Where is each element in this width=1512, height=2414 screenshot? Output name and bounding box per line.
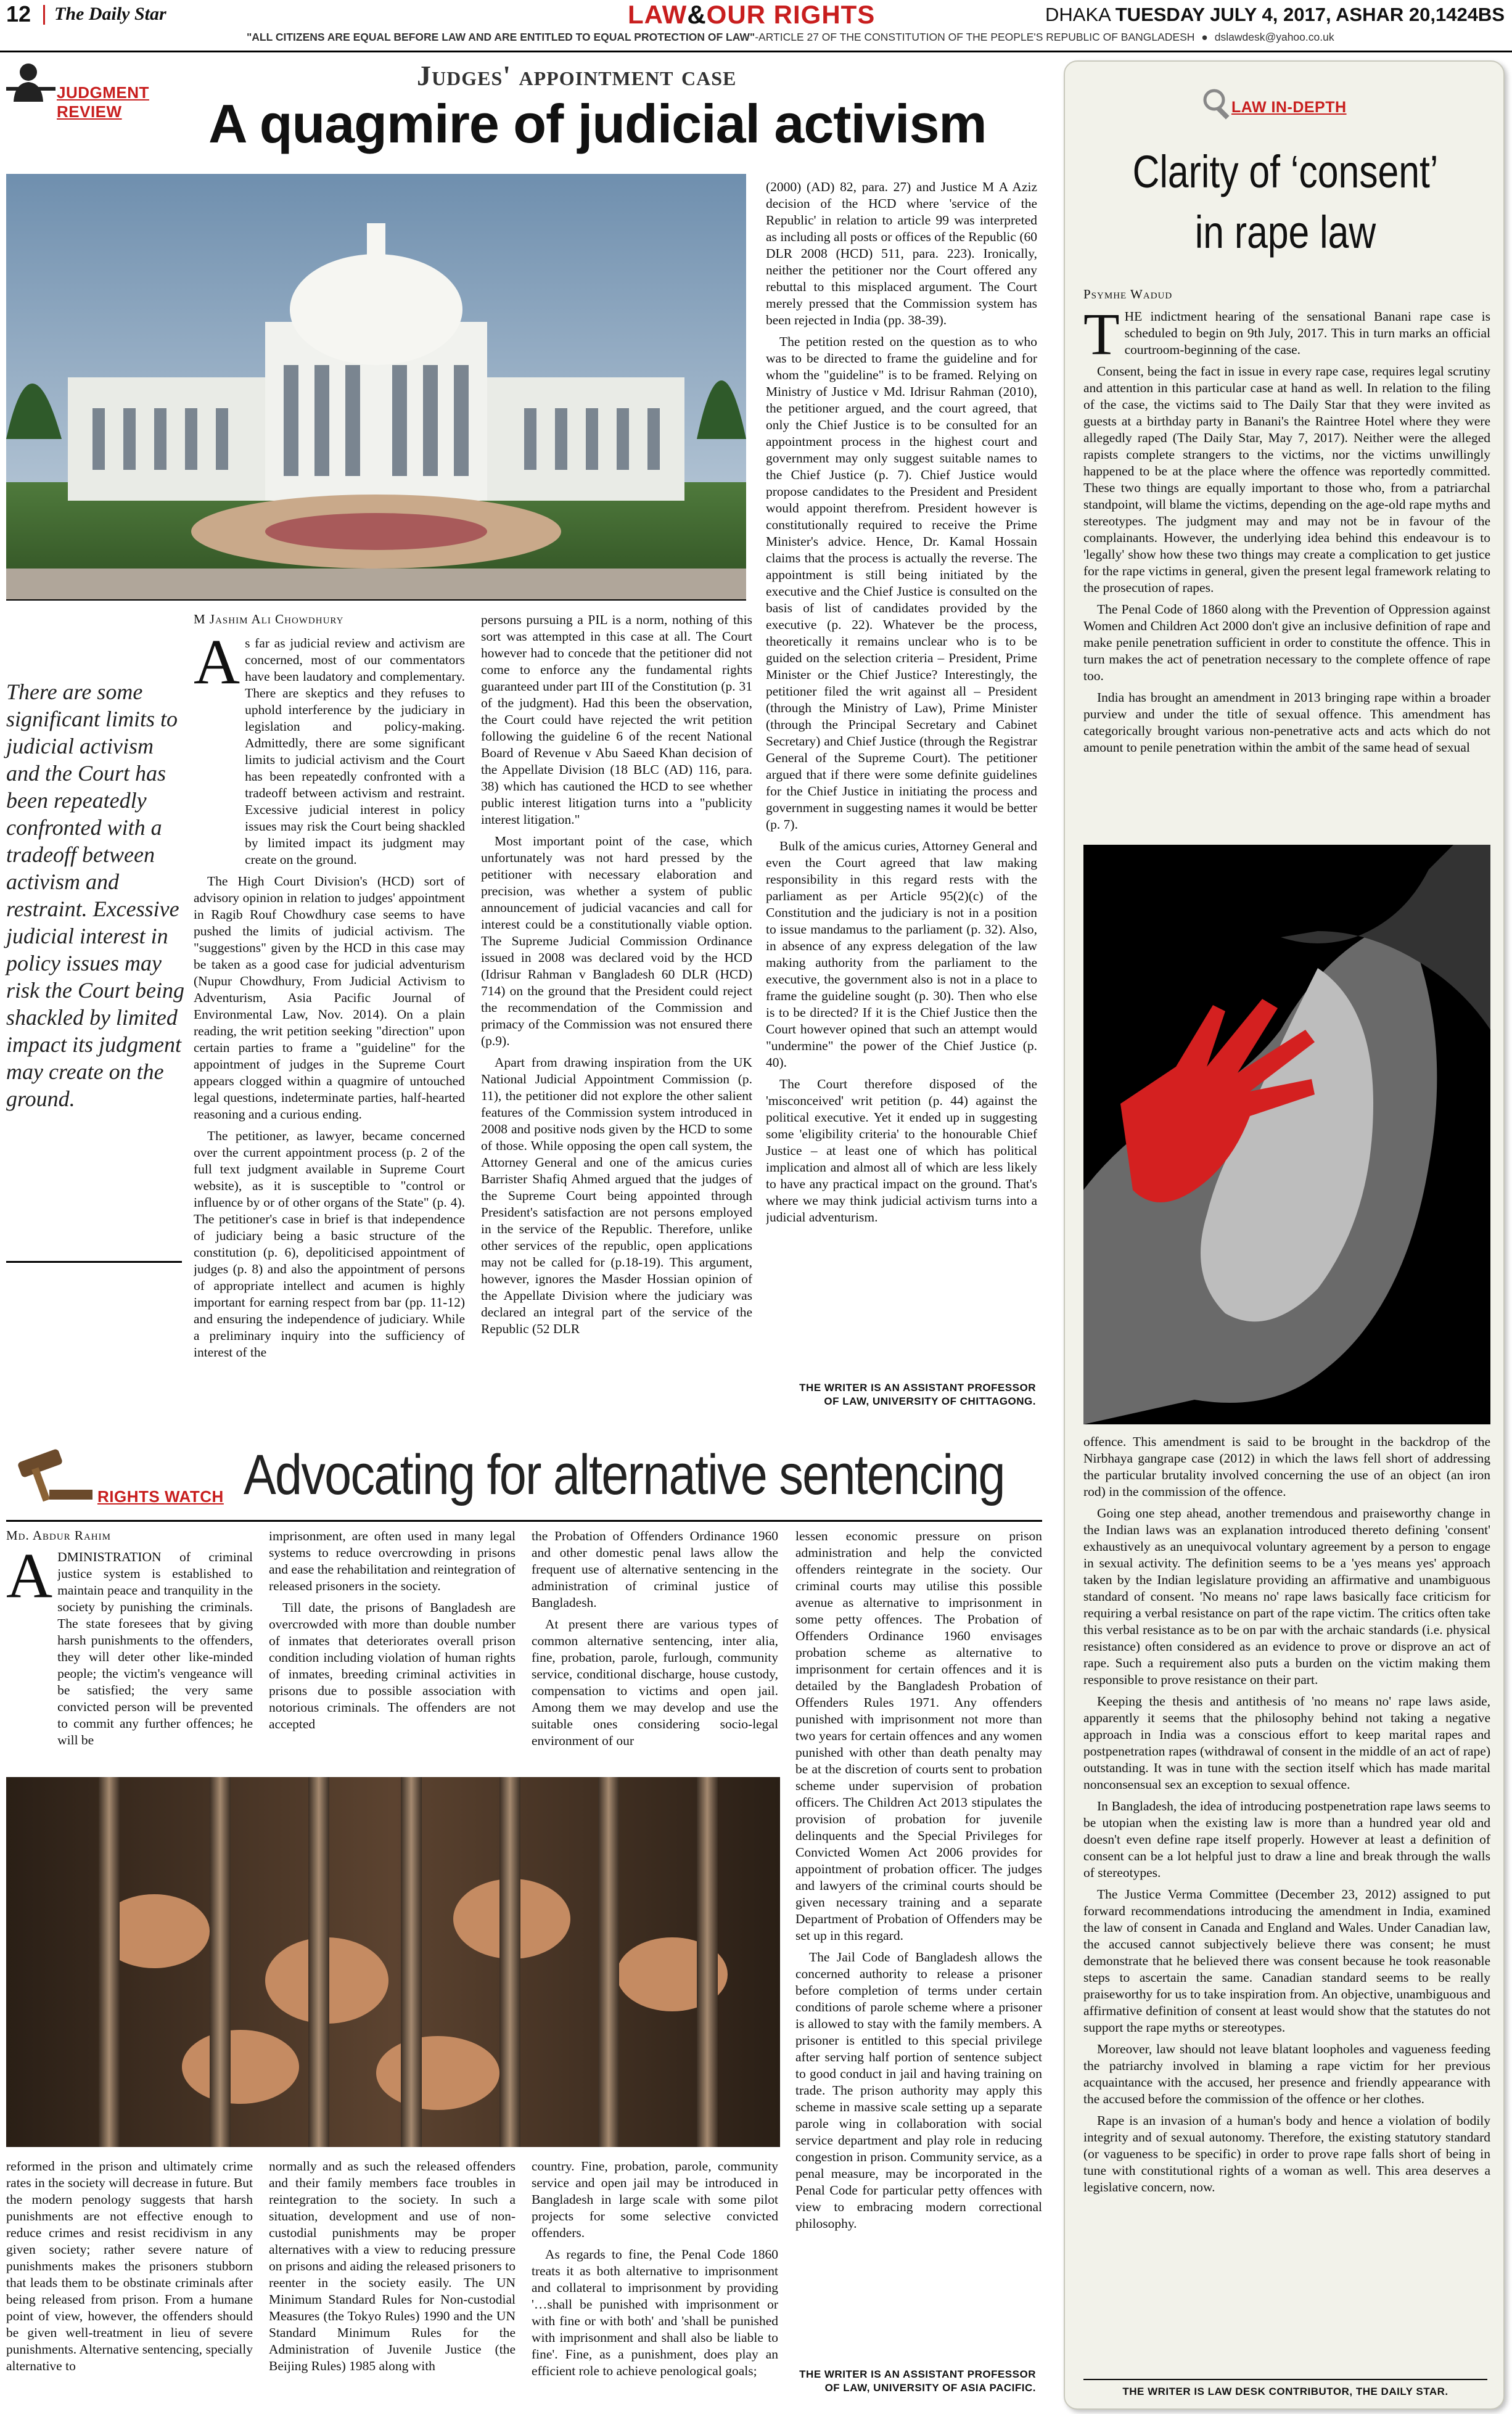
paragraph: Going one step ahead, another tremendous and praiseworthy change in the Indian laws was an explanation introduced thereto defining 'consent' exhaustively as an unequivocal voluntary agreement by a person to engage in sexual activity. The definition seems to be a 'yes means yes' approach taken by the Indian legislature providing an affirmative and unambiguous standard of consent. 'No means no' rape laws basically face criticism for requiring a verbal resistance on part of the rape victim. The critics often take this verbal resistance as to be on par with the archaic standards (i.e. physical resistance) often considered as an evidence to prove or disprove an act of rape. Such a requirement also puts a burden on the victim making them responsible to prove resistance on their part.	[1083, 1506, 1490, 1687]
paragraph: Bulk of the amicus curies, Attorney General and even the Court agreed that law making responsibility in this regard rests with the parliament as per Article 95(2)(c) of the Constitution and the judiciary is not in a position to issue mandamus to the parliament (p. 32). Also, in absence of any express delegation of the law making authority from the parliament to the executive, the government also is not in a place to frame the guideline sought (p. 30). Then who else is to be directed? If it is the Chief Justice then the Court however opined that such an attempt would "undermine" the power of the Chief Justice (p. 40).	[766, 839, 1037, 1070]
paragraph: The petitioner, as lawyer, became concerned over the current appointment process (p. 2 of the full text judgment available in Supreme Court website), as it is susceptible to "control or influence by or of other organs of the State" (p. 4). The petitioner's case in brief is that independence of judiciary being a basic structure of the constitution (p. 6), depoliticised appointment of judges (p. 8) and also the appointment of persons of appropriate intellect and acumen is highly important for earning respect from bar (pp. 11-12) and ensuring the independence of judiciary. While a preliminary inquiry into the sufficiency of interest of the	[194, 1128, 465, 1360]
article2-headline: Advocating for alternative sentencing	[244, 1443, 1005, 1506]
paragraph: As regards to fine, the Penal Code 1860 treats it as both alternative to imprisonment and collateral to imprisonment by providing '…shall be punished with imprisonment or with fine or with both' and 'shall be punished with imprisonment and shall also be liable to fine'. Fine, as a punishment, does play an efficient role to achieve penological goals;	[532, 2247, 778, 2378]
judgment-review-label: JUDGMENT REVIEW	[57, 83, 149, 121]
paragraph: Most important point of the case, which unfortunately was not hard pressed by the petitioner with necessary elaboration and precision, was whether a system of public announcement of judicial vacancies and call for interest could be a constitutionally viable option. The Supreme Judicial Commission Ordinance issued in 2008 was declared void by the HCD (Idrisur Rahman v Bangladesh 60 DLR (HCD) 714) on the ground that the President could reject the recommendation of the Commission and primacy of the Commission was not ensured there (p.9).	[481, 834, 752, 1048]
dateline-city: DHAKA	[1045, 4, 1111, 25]
paragraph: Keeping the thesis and antithesis of 'no means no' rape laws aside, apparently it seems that the philosophy behind not taking a negative approach in India was a conscious effort to keep marital rapes and postpenetration rapes (withdrawal of consent in the middle of an act of rape) outstanding. It was in tune with the section itself which has made marital nonconsensual sex an exception to sexual offence.	[1083, 1694, 1490, 1792]
paragraph: India has brought an amendment in 2013 bringing rape within a broader purview and under the title of sexual offence. This amendment has categorically brought various non-penetrative acts and acts which do not amount to penile penetration within the ambit of the same head of sexual	[1083, 690, 1490, 755]
article3-byline: Psymhe Wadud	[1083, 287, 1173, 302]
headline-line: in rape law	[1194, 207, 1376, 258]
prison-bars-photo	[6, 1777, 780, 2147]
article2-byline: Md. Abdur Rahim	[6, 1528, 111, 1543]
paragraph: Apart from drawing inspiration from the UK National Judicial Appointment Commission (p. 11), the petitioner did not explore the other salient features of the Commission system introduced in 2008 and positive nods given by the HCD to some of those. While opposing the open call system, the Attorney General and one of the amicus curies Barrister Shafiq Ahmed argued that the judges of the Supreme Court being appointed through President's satisfaction are not persons employed in the service of the Republic. Therefore, unlike other services of the republic, open applications may not be called for (p.18-19). This argument, however, ignores the Masder Hossian opinion of the Appellate Division where the judiciary was declared an integral part of the service of the Republic (52 DLR	[481, 1055, 752, 1336]
article1-headline: A quagmire of judicial activism	[208, 93, 987, 154]
article3-writer-note: THE WRITER IS LAW DESK CONTRIBUTOR, THE DAILY STAR.	[1122, 2386, 1448, 2397]
law-in-depth-label: LAW IN-DEPTH	[1231, 99, 1347, 116]
rights-watch-kicker	[6, 1443, 228, 1511]
article3-headline	[1104, 142, 1466, 263]
masthead-rule	[0, 51, 1512, 52]
paragraph: lessen economic pressure on prison administration and help the convicted offenders reintegrate in the society. Our criminal courts may utilise this possible avenue as alternative to imprisonment in some petty offences. The Probation of Offenders Ordinance 1960 envisages probation scheme as alternative to imprisonment for certain offences and it is detailed by the Bangladesh Probation of Offenders Rules 1971. Any offenders punished with imprisonment not more than two years for certain offences and any women punished with other than death penalty may be at the discretion of courts sent to probation scheme under supervision of probation officers. The Children Act 2013 stipulates the provision of probation for juvenile delinquents and the Special Privileges for Convicted Women Act 2006 provides for appointment of probation officer. The judges and lawyers of the criminal courts should be given necessary training and a separate Department of Probation of Offenders may be set up in this regard.	[795, 1529, 1042, 1943]
magnifier-icon	[1201, 86, 1235, 121]
dropcap: A	[6, 1549, 53, 1611]
article2-col1-top	[6, 1549, 253, 1783]
pullquote-rule	[6, 1261, 182, 1263]
masthead	[0, 0, 1512, 55]
paragraph: In Bangladesh, the idea of introducing postpenetration rape laws seems to be utopian when the existing law is more than a hundred year old and doesn't even define rape itself properly. However at least a definition of consent can be a lot helpful just to draw a line and break through the walls of stereotypes.	[1083, 1799, 1490, 1880]
paragraph: the Probation of Offenders Ordinance 1960 and other domestic penal laws allow the frequent use of alternative sentencing in the administration of criminal justice of Bangladesh.	[532, 1529, 778, 1610]
quote-source: -ARTICLE 27 OF THE CONSTITUTION OF THE PEOPLE'S REPUBLIC OF BANGLADESH	[755, 31, 1195, 43]
article1-byline: M Jashim Ali Chowdhury	[194, 612, 344, 626]
pullquote-box	[6, 678, 185, 1270]
article3-col-bottom	[1083, 1434, 1490, 2365]
paragraph: The High Court Division's (HCD) sort of advisory opinion in relation to judges' appointment in Ragib Rouf Chowdhury case seems to have pushed the limits of judicial activism. The "suggestions" given by the HCD in this case may be taken as a good case for judicial adventurism (Nupur Chowdhury, From Judicial Activism to Adventurism, Asia Pacific Journal of Environmental Law, Nov. 2014). On a plain reading, the writ petition seeking "direction" upon certain parties to frame a "guideline" for the appointment of judges in the Supreme Court appears clogged within a quagmire of untouched legal questions, indeterminate parties, half-hearted reasoning and a curious ending.	[194, 874, 465, 1122]
paragraph: Moreover, law should not leave blatant loopholes and vagueness feeding the patriarchy involved in blaming a rape victim for her previous acquaintance with the accused, her presence and friendly appearance with the accused before the commission of the offence or her clothes.	[1083, 2042, 1490, 2106]
article2-col2-top	[269, 1528, 516, 1768]
gavel-icon	[6, 1449, 92, 1505]
page-number: 12	[6, 1, 31, 27]
bullet-icon: ●	[1201, 31, 1208, 43]
judgment-review-kicker	[6, 59, 203, 121]
writer-note-rule	[1083, 2379, 1487, 2380]
paragraph: The petition rested on the question as to who was to be directed to frame the guideline and for whom the "guideline" is to be framed. Relying on Ministry of Justice v Md. Idrisur Rahman (2010), the petitioner argued, and the court agreed, that only the Chief Justice is to be consulted for an appointment process in the highest court and government may only suggest suitable names to the Chief Justice (p. 7). Chief Justice would propose candidates to the President and President would appoint therefrom. President however is constitutionally required to receive the Prime Minister's advice. Hence, Dr. Kamal Hossain claims that the process is actually the reverse. The appointment is still being initiated by the executive and the Chief Justice is consulted on the basis of list of candidates provided by the executive (p. 22). Whatever be the process, theoretically it remains unclear who is to be guided on the selection criteria – President, Prime Minister or the Chief Justice? Interestingly, the petitioner filed the writ against all – President (through the Ministry of Law), Prime Minister (through the Principal Secretary and Cabinet Secretary) and Chief Justice (through the Registrar General of the Supreme Court). The petitioner argued that if there were some definite guidelines for the Chief Justice in initiating the process and government in suggesting names it would be better (p. 7).	[766, 334, 1037, 832]
paragraph: The Penal Code of 1860 along with the Prevention of Oppression against Women and Children Act 2000 don't give an inclusive definition of rape and make penile penetration sufficient in order to constitute the offence. This in turn makes the act of penetration necessary to the complete offence of rape too.	[1083, 602, 1490, 683]
dropcap: A	[194, 635, 240, 697]
constitution-quote: "ALL CITIZENS ARE EQUAL BEFORE LAW AND ARE ENTITLED TO EQUAL PROTECTION OF LAW"	[247, 31, 755, 43]
masthead-divider	[43, 5, 45, 25]
paragraph: persons pursuing a PIL is a norm, nothing of this sort was attempted in this case at all. The Court however had to concede that the petitioner did not come to enforce any the fundamental rights guaranteed under part III of the Constitution (p. 31 of the judgment). Had this been the observation, the Court could have rejected the writ petition following the guideline 6 of the recent National Board of Revenue v Abu Saeed Khan decision of the Appellate Division (18 BLC (AD) 116, para. 38) which has cautioned the HCD to see whether public interest litigation turns into a "publicity interest litigation."	[481, 612, 752, 827]
article2-col4	[795, 1528, 1042, 2360]
paragraph: (2000) (AD) 82, para. 27) and Justice M A Aziz decision of the HCD where 'service of the Republic' in relation to article 99 was interpreted as including all posts or offices of the Republic (60 DLR 2008 (HCD) 511, para. 223). Ironically, neither the petitioner nor the Court offered any rebuttal to this misplaced argument. The Court merely pressed that the Commission system has been rejected in India (pp. 38-39).	[766, 179, 1037, 327]
paragraph: imprisonment, are often used in many legal systems to reduce overcrowding in prisons and ease the rehabilitation and reintegration of released prisoners in the society.	[269, 1529, 516, 1593]
paragraph: HE indictment hearing of the sensational Banani rape case is scheduled to begin on 9th July, 2017. This in turn marks an official courtroom-beginning of the case.	[1124, 309, 1490, 357]
paragraph: The Court therefore disposed of the 'misconceived' writ petition (p. 44) against the political executive. Yet it ended up in suggesting some 'eligibility criteria' to the honourable Chief Justice – at least one of which has political implication and almost all of which are less likely to have any practical impact on the ground. That's where we may think judicial activism turns into a judicial adventurism.	[766, 1077, 1037, 1225]
section-amp: &	[687, 0, 707, 29]
paragraph: Consent, being the fact in issue in every rape case, requires legal scrutiny and attention in this particular case at hand as well. In relation to the filing of the case, the victims said to The Daily Star that they were invited as guests at a birthday party in Banani's the Raintree Hotel where they were allegedly raped (The Daily Star, May 7, 2017). Neither were the alleged rapists complete strangers to the victims, nor the victims unwillingly happened to be at the place where the offence was reportedly committed. These two things are equally important to those who, from a patriarchal standpoint, will blame the victims, depending on the age-old rape myths and stereotypes. The judgment may and may not be in favour of the complainants. However, the underlying idea behind this endeavour is to 'legally' show how these two things may create a complication to get justice for the rape victims in general, given the present legal framework relating to the prosecution of rapes.	[1083, 364, 1490, 595]
law-in-depth-kicker	[1201, 86, 1386, 123]
article1-writer-note: THE WRITER IS AN ASSISTANT PROFESSOR OF LAW, UNIVERSITY OF CHITTAGONG.	[799, 1382, 1036, 1407]
red-hand-photo	[1083, 845, 1490, 1424]
paragraph: The Justice Verma Committee (December 23, 2012) assigned to put forward recommendations introducing the amendment in India, examined the law of consent in Canada and England and Wales. Under Canadian law, the accused cannot subjectively believe there was consent; he must demonstrate that he believed there was consent because he took reasonable steps to ascertain the same. Canadian standard seems to be really praiseworthy for us to take inspiration from. An objective, unambiguous and affirmative definition of consent at least would show that the statutes do not support the rape myths or stereotypes.	[1083, 1887, 1490, 2035]
dropcap: T	[1083, 308, 1120, 367]
article1-overline: Judges' appointment case	[417, 60, 737, 91]
supreme-court-photo	[6, 174, 746, 599]
paragraph: s far as judicial review and activism are concerned, most of our commentators have been laudatory and complementary. There are skeptics and they refuses to uphold interference by the judiciary in legislation and policy-making. Admittedly, there are some significant limits to judicial activism and the Court has been repeatedly confronted with a tradeoff between activism and restraint. Excessive judicial interest in policy issues may risk the Court being shackled by limited impact its judgment may create on the ground.	[245, 636, 465, 867]
article1-pullquote: There are some significant limits to judicial activism and the Court has been repeatedly confronted with a tradeoff between activism and restraint. Excessive judicial interest in policy issues may risk the Court being shackled by limited impact its judgment may create on the ground.	[6, 679, 184, 1111]
article2-col3-top	[532, 1528, 778, 1768]
article2-col1-bottom	[6, 2158, 253, 2411]
gavel-icon	[6, 59, 55, 102]
dateline-date: TUESDAY JULY 4, 2017, ASHAR 20,1424BS	[1115, 4, 1505, 25]
article1-col3	[766, 179, 1037, 1344]
article1-col2	[481, 612, 752, 1413]
article2-writer-note: THE WRITER IS AN ASSISTANT PROFESSOR OF LAW, UNIVERSITY OF ASIA PACIFIC.	[799, 2368, 1036, 2394]
article2-rule	[6, 1520, 1042, 1522]
paragraph: reformed in the prison and ultimately crime rates in the society will decrease in future. But the modern penology suggests that harsh punishments are not effective enough to reduce crimes and resist recidivism in any given society; rather severe nature of punishments makes the prisoners stubborn that leads them to be obstinate criminals after being released from prison. From a humane point of view, however, the offenders should be given well-treatment in lieu of severe punishments. Alternative sentencing, specially alternative to	[6, 2159, 253, 2373]
rights-watch-label: RIGHTS WATCH	[97, 1487, 224, 1506]
headline-line: Clarity of ‘consent’	[1132, 146, 1439, 197]
law-in-depth-sidebar	[1064, 60, 1505, 2410]
section-title	[628, 0, 875, 30]
section-law: LAW	[628, 0, 688, 29]
paragraph: At present there are various types of common alternative sentencing, inter alia, fine, probation, parole, furlough, community service, conditional discharge, house custody, compensation to victims and open jail. Among them we may develop and use the suitable ones considering socio-legal environment of our	[532, 1617, 778, 1748]
paragraph: DMINISTRATION of criminal justice system is established to maintain peace and tranquility in the society by punishing the criminals. The state foresees that by giving harsh punishments to the offenders, they will deter other like-minded people; the victim's vengeance will be satisfied; the very same convicted person will be prevented to commit any further offences; he will be	[57, 1550, 253, 1747]
section-rest: OUR RIGHTS	[706, 0, 876, 29]
article2-col2-bottom	[269, 2158, 516, 2411]
masthead-quote-line	[247, 31, 1334, 44]
paragraph: country. Fine, probation, parole, community service and open jail may be introduced in Bangladesh in large scale with some pilot projects for some selective convicted offenders.	[532, 2159, 778, 2240]
article3-col-top	[1083, 308, 1490, 919]
article1-col1	[194, 635, 465, 1412]
paragraph: Till date, the prisons of Bangladesh are overcrowded with more than double number of inmates that deteriorates overall prison condition including violation of human rights of inmates, breeding criminal activities in prisons due to possible association with notorious criminals. The offenders are not accepted	[269, 1600, 516, 1731]
paragraph: Rape is an invasion of a human's body and hence a violation of bodily integrity and of sexual autonomy. Therefore, the existing statutory standard (or vagueness to be specific) in order to prove rape falls short of being in tune with constitutional rights of a woman as well. This area deserves a legislative concern, now.	[1083, 2113, 1490, 2194]
paragraph: offence. This amendment is said to be brought in the backdrop of the Nirbhaya gangrape case (2012) in which the laws fell short of addressing the particular brutality involved concerning the use of an object (an iron rod) in the commission of the offence.	[1083, 1434, 1490, 1499]
paragraph: normally and as such the released offenders and their family members face troubles in reintegration to the society. In such a situation, development and use of non-custodial punishments may be proper alternatives with a view to reducing pressure on prisons and aiding the released prisoners to reenter in the society easily. The UN Minimum Standard Rules for Non-custodial Measures (the Tokyo Rules) 1990 and the UN Standard Minimum Rules for the Administration of Juvenile Justice (the Beijing Rules) 1985 along with	[269, 2159, 516, 2373]
dateline	[1045, 4, 1505, 26]
article2-col3-bottom	[532, 2158, 778, 2411]
email-link[interactable]: dslawdesk@yahoo.co.uk	[1214, 31, 1334, 43]
paper-name: The Daily Star	[54, 4, 166, 24]
photo-caption-rule	[6, 599, 746, 601]
paragraph: The Jail Code of Bangladesh allows the concerned authority to release a prisoner before completion of terms under certain conditions of parole scheme where a prisoner is allowed to stay with the family members. A prisoner is entitled to this special privilege after serving half portion of sentence subject to good conduct in jail and having training on trade. The prison authority may apply this scheme in massive scale setting up a separate parole wing in collaboration with social service department and play role in reducing congestion in prison. Community service, as a penal measure, may be incorporated in the Penal Code for particular petty offences with view to embracing modern correctional philosophy.	[795, 1950, 1042, 2231]
